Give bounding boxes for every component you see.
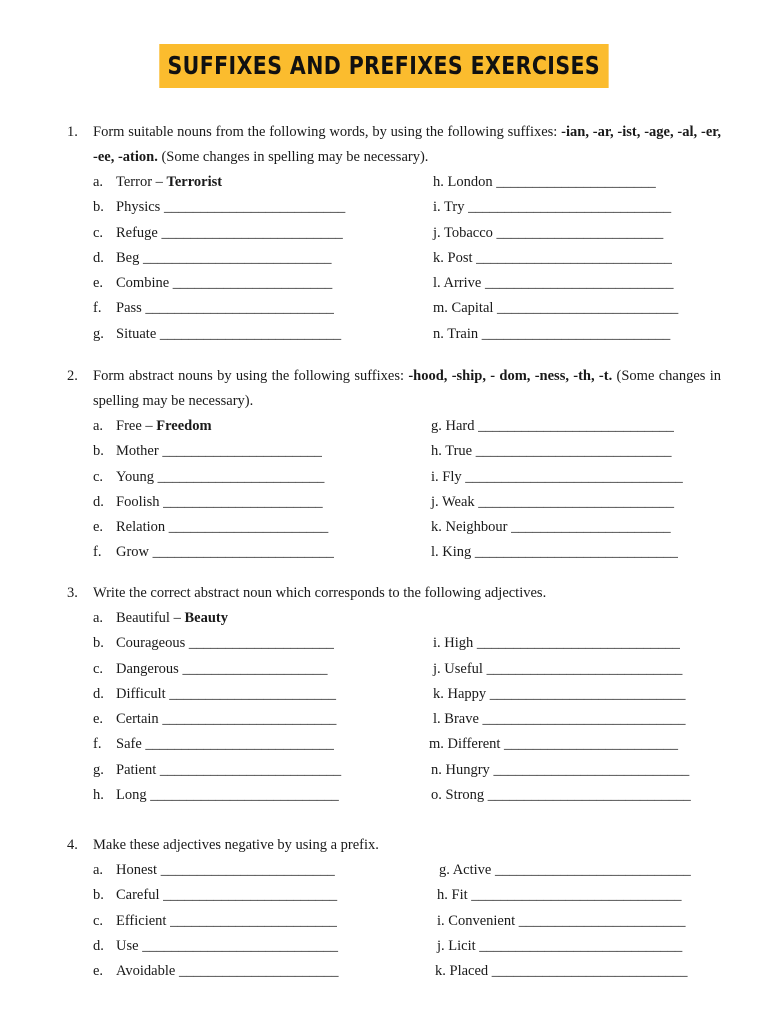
answer-blank[interactable]: ________________________ bbox=[160, 862, 335, 878]
list-item: b. Careful ________________________ h. Fit _____________________________ bbox=[67, 883, 721, 908]
answer-blank[interactable]: _______________________ bbox=[518, 912, 686, 929]
exercise-number: 3. bbox=[67, 585, 78, 601]
list-item: d. Beg __________________________ k. Post ___________________________ bbox=[67, 246, 721, 271]
list-item: a. Beautiful – Beauty bbox=[93, 610, 228, 626]
exercise-instruction: 3. Write the correct abstract noun which corresponds to the following adjectives. bbox=[67, 581, 721, 606]
answer-blank[interactable]: __________________________ bbox=[145, 300, 334, 317]
list-item: e. Certain ________________________ l. Brave ____________________________ bbox=[67, 707, 721, 732]
answer-blank[interactable]: _______________________ bbox=[496, 224, 664, 241]
answer-blank[interactable]: ____________________________ bbox=[482, 711, 686, 728]
list-item: e. Avoidable ______________________ k. Placed ___________________________ bbox=[67, 959, 721, 984]
answer-blank[interactable]: ______________________ bbox=[496, 174, 656, 190]
answer-blank[interactable]: __________________________ bbox=[142, 249, 332, 266]
answer-blank[interactable]: __________________________ bbox=[145, 736, 334, 753]
answer-blank[interactable]: ___________________________ bbox=[493, 761, 690, 778]
answer-blank[interactable]: _______________________ bbox=[169, 685, 337, 702]
answer-blank[interactable]: ___________________________ bbox=[491, 963, 688, 980]
answer-blank[interactable]: _________________________ bbox=[159, 325, 342, 342]
list-item: a. Terror – Terrorist h. London ______________________ bbox=[67, 170, 721, 195]
answer-blank[interactable]: ____________________ bbox=[182, 660, 328, 677]
exercise-number: 4. bbox=[67, 837, 78, 853]
list-item: b. Mother ______________________ h. True ___________________________ bbox=[67, 439, 721, 464]
answer-blank[interactable]: ________________________ bbox=[504, 736, 679, 753]
list-item: h. Long __________________________ o. Strong ____________________________ bbox=[67, 783, 721, 808]
answer-blank[interactable]: ________________________ bbox=[163, 887, 338, 904]
list-item: c. Efficient _______________________ i. Convenient _______________________ bbox=[67, 909, 721, 934]
answer-blank[interactable]: ______________________ bbox=[178, 963, 339, 980]
list-item: e. Relation ______________________ k. Neighbour ______________________ bbox=[67, 515, 721, 540]
list-item: g. Patient _________________________ n. Hungry ___________________________ bbox=[67, 758, 721, 783]
answer-blank[interactable]: _________________________ bbox=[152, 544, 334, 561]
list-item: c. Refuge _________________________ j. Tobacco _______________________ bbox=[67, 221, 721, 246]
answer-blank[interactable]: ________________________ bbox=[162, 711, 337, 728]
list-item: f. Safe __________________________ m. Different ________________________ bbox=[67, 732, 721, 757]
exercise-instruction: 4. Make these adjectives negative by using a prefix. bbox=[67, 833, 721, 858]
list-item: g. Situate _________________________ n. Train __________________________ bbox=[67, 322, 721, 347]
answer-blank[interactable]: ___________________________ bbox=[478, 493, 675, 510]
list-item: d. Use ___________________________ j. Licit ____________________________ bbox=[67, 934, 721, 959]
example-answer: Freedom bbox=[156, 418, 212, 434]
list-item: f. Grow _________________________ l. King ____________________________ bbox=[67, 540, 721, 565]
list-item: b. Physics _________________________ i. Try ____________________________ bbox=[67, 195, 721, 220]
answer-blank[interactable]: ______________________ bbox=[162, 443, 322, 460]
list-item: d. Foolish ______________________ j. Weak ___________________________ bbox=[67, 490, 721, 515]
exercise-number: 2. bbox=[67, 368, 78, 384]
answer-blank[interactable]: _______________________ bbox=[157, 468, 325, 485]
answer-blank[interactable]: ____________________________ bbox=[476, 635, 680, 652]
answer-blank[interactable]: ___________________________ bbox=[475, 443, 672, 460]
answer-blank[interactable]: ___________________________ bbox=[476, 249, 672, 266]
answer-blank[interactable]: ______________________ bbox=[172, 275, 333, 292]
answer-blank[interactable]: _________________________ bbox=[159, 761, 342, 778]
exercise-1 bbox=[67, 120, 721, 347]
list-item: c. Young _______________________ i. Fly ______________________________ bbox=[67, 465, 721, 490]
page-title: SUFFIXES AND PREFIXES EXERCISES bbox=[159, 44, 608, 88]
answer-blank[interactable]: ____________________________ bbox=[479, 937, 683, 954]
list-item: a. Free – Freedom g. Hard ___________________________ bbox=[67, 414, 721, 439]
answer-blank[interactable]: ______________________ bbox=[511, 519, 671, 536]
exercise-instruction: 2. Form abstract nouns by using the following suffixes: -hood, -ship, - dom, -ness, -th, -t. (Some changes in spelling may be necessary). bbox=[67, 364, 721, 414]
example-answer: Terrorist bbox=[166, 174, 223, 190]
exercise-instruction: 1. Form suitable nouns from the following words, by using the following suffixes: -ian, -ar, -ist, -age, -al, -er, -ee, -ation. (Some changes in spelling may be necessary). bbox=[67, 120, 721, 170]
answer-blank[interactable]: __________________________ bbox=[481, 325, 671, 342]
answer-blank[interactable]: _____________________________ bbox=[471, 887, 682, 904]
answer-blank[interactable]: ____________________________ bbox=[468, 199, 672, 216]
answer-blank[interactable]: _________________________ bbox=[161, 224, 343, 241]
answer-blank[interactable]: ___________________________ bbox=[478, 418, 674, 434]
answer-blank[interactable]: _______________________ bbox=[170, 912, 337, 929]
answer-blank[interactable]: __________________________ bbox=[150, 787, 339, 804]
list-item: c. Dangerous ____________________ j. Useful ___________________________ bbox=[67, 657, 721, 682]
answer-blank[interactable]: __________________________ bbox=[484, 275, 674, 292]
example-answer: Beauty bbox=[184, 610, 228, 626]
exercise-3 bbox=[67, 581, 721, 808]
list-item: f. Pass __________________________ m. Capital _________________________ bbox=[67, 296, 721, 321]
answer-blank[interactable]: ___________________________ bbox=[142, 937, 338, 954]
answer-blank[interactable]: ____________________ bbox=[188, 635, 334, 652]
list-item: a. Honest ________________________ g. Active ___________________________ bbox=[67, 858, 721, 883]
list-item: e. Combine ______________________ l. Arrive __________________________ bbox=[67, 271, 721, 296]
answer-blank[interactable]: ____________________________ bbox=[487, 787, 691, 804]
title-wrap bbox=[0, 44, 768, 88]
list-item: d. Difficult _______________________ k. Happy ___________________________ bbox=[67, 682, 721, 707]
answer-blank[interactable]: ___________________________ bbox=[489, 685, 686, 702]
answer-blank[interactable]: ___________________________ bbox=[494, 862, 691, 878]
exercise-2 bbox=[67, 364, 721, 566]
answer-blank[interactable]: _________________________ bbox=[497, 300, 679, 317]
list-item: b. Courageous ____________________ i. High ____________________________ bbox=[67, 631, 721, 656]
answer-blank[interactable]: _________________________ bbox=[163, 199, 346, 216]
answer-blank[interactable]: ___________________________ bbox=[486, 660, 683, 677]
answer-blank[interactable]: ____________________________ bbox=[474, 544, 678, 561]
exercise-4 bbox=[67, 833, 721, 984]
answer-blank[interactable]: ______________________ bbox=[168, 519, 329, 536]
answer-blank[interactable]: ______________________________ bbox=[465, 468, 683, 485]
exercise-number: 1. bbox=[67, 124, 78, 140]
answer-blank[interactable]: ______________________ bbox=[163, 493, 323, 510]
